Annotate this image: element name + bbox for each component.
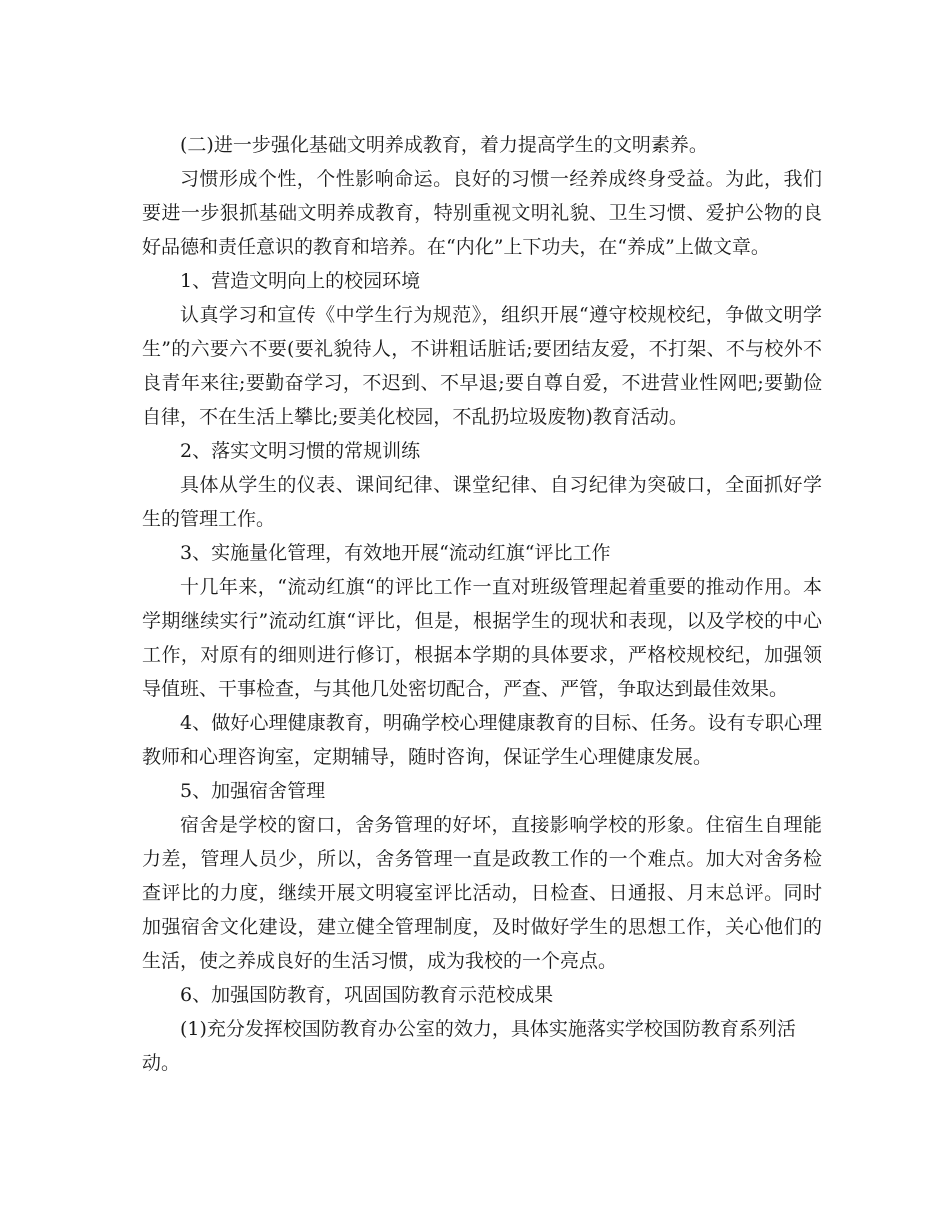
body-paragraph-campus-environment: 认真学习和宣传《中学生行为规范》，组织开展“遵守校规校纪，争做文明学生”的六要六不要(要礼貌待人，不讲粗话脏话;要团结友爱，不打架、不与校外不良青年来往;要勤奋学习，不迟到、不早退;要自尊自爱，不进营业性网吧;要勤俭自律，不在生活上攀比;要美化校园，不乱扔垃圾废物)教育活动。 [142,304,822,428]
body-paragraph-dormitory: 宿舍是学校的窗口，舍务管理的好坏，直接影响学校的形象。住宿生自理能力差，管理人员少，所以，舍务管理一直是政教工作的一个难点。加大对舍务检查评比的力度，继续开展文明寝室评比活动，日检查、日通报、月末总评。同时加强宿舍文化建设，建立健全管理制度，及时做好学生的思想工作，关心他们的生活，使之养成良好的生活习惯，成为我校的一个亮点。 [142,814,822,972]
item-heading-3: 3、实施量化管理，有效地开展“流动红旗“评比工作 [180,542,611,564]
section-heading-2: (二)进一步强化基础文明养成教育，着力提高学生的文明素养。 [180,134,708,156]
item-heading-2: 2、落实文明习惯的常规训练 [180,440,421,462]
sub-item-heading-1: (1)充分发挥校国防教育办公室的效力，具体实施落实学校国防教育系列活动。 [142,1018,796,1074]
item-heading-6: 6、加强国防教育，巩固国防教育示范校成果 [180,984,554,1006]
body-paragraph-habits: 习惯形成个性，个性影响命运。良好的习惯一经养成终身受益。为此，我们要进一步狠抓基础文明养成教育，特别重视文明礼貌、卫生习惯、爱护公物的良好品德和责任意识的教育和培养。在“内化”上下功夫，在“养成”上做文章。 [142,168,822,258]
body-paragraph-mental-health: 4、做好心理健康教育，明确学校心理健康教育的目标、任务。设有专职心理教师和心理咨询室，定期辅导，随时咨询，保证学生心理健康发展。 [142,712,822,768]
item-heading-5: 5、加强宿舍管理 [180,780,326,802]
body-paragraph-routine-training: 具体从学生的仪表、课间纪律、课堂纪律、自习纪律为突破口，全面抓好学生的管理工作。 [142,474,822,530]
item-heading-1: 1、营造文明向上的校园环境 [180,270,421,292]
body-paragraph-red-flag: 十几年来，“流动红旗“的评比工作一直对班级管理起着重要的推动作用。本学期继续实行”流动红旗“评比，但是，根据学生的现状和表现，以及学校的中心工作，对原有的细则进行修订，根据本学期的具体要求，严格校规校纪，加强领导值班、干事检查，与其他几处密切配合，严查、严管，争取达到最佳效果。 [142,576,822,700]
document-page [142,128,822,1080]
